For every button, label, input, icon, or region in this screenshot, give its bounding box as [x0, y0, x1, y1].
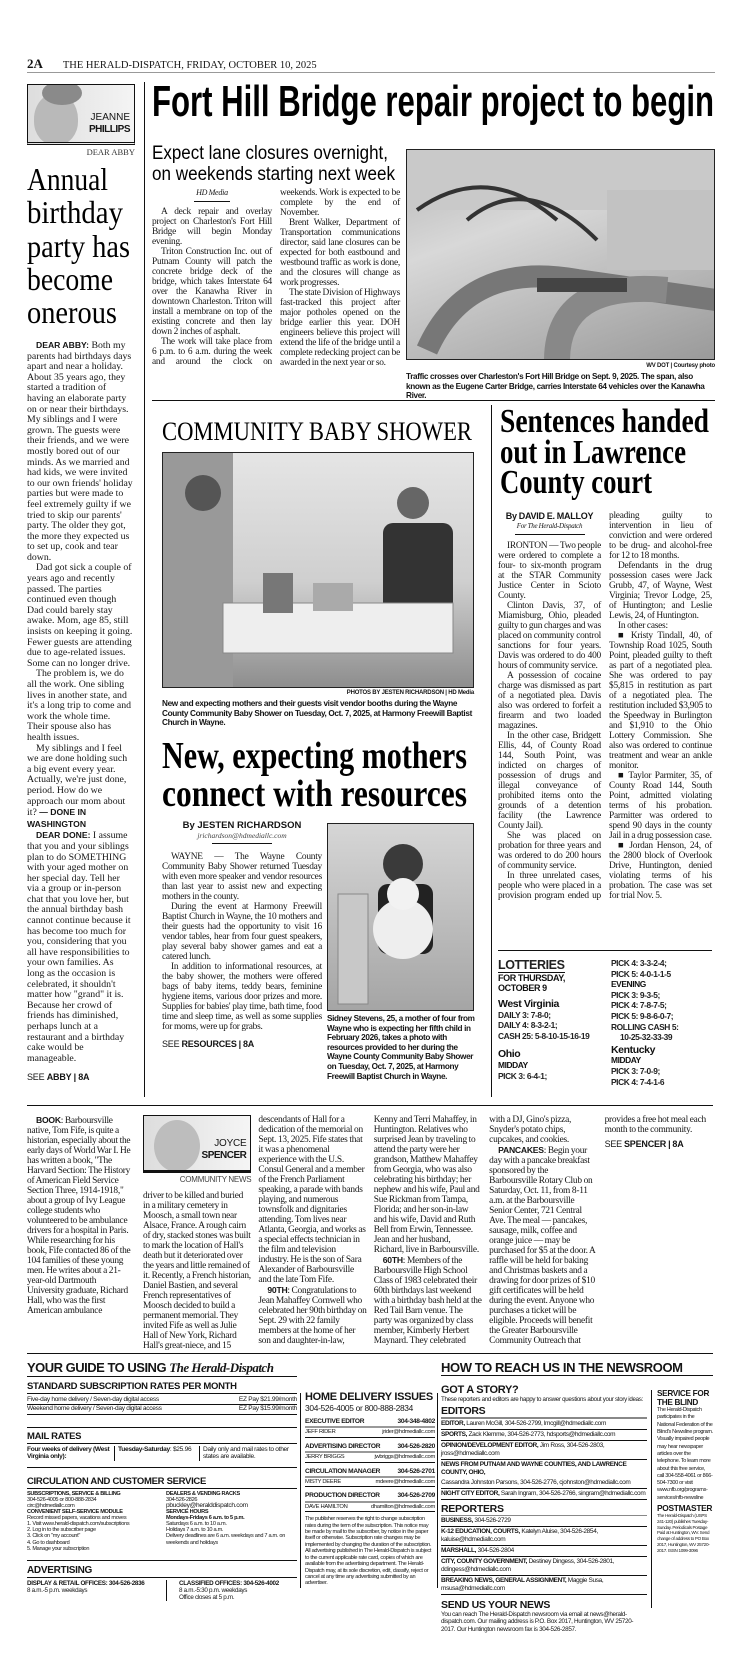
community-paragraph	[27, 1115, 135, 1316]
paragraph-text: I assume that you and your siblings plan to do SOMETHING with your aged mother on her special day. Tell her via a group or in-person chat that you love her, but the annual birthday bash cannot continue because it has become too much for you, considering that you all have responsibilities to your own families. As long as the occasion is celebrated, it shouldn't matter how "grand" it is. Because her crowd of friends has diminished, perhaps lunch at a restaurant and a birthday cake would be manageable.	[27, 830, 131, 1064]
lottery-draw: EVENING	[611, 979, 646, 990]
portrait-hair	[42, 84, 82, 105]
abby-headline-line: party has	[27, 228, 130, 264]
baby-paragraph: During the event at Harmony Freewill Baptist Church in Wayne, the 10 mothers and their guests had the opportunity to visit 16 vendor tables, hear from four guest speakers, play several baby shower games and eat a catered lunch.	[162, 902, 322, 962]
guide-title	[27, 1360, 297, 1377]
columnist-first-name: JEANNE	[90, 112, 130, 123]
reply-lead: DEAR DONE:	[36, 830, 91, 841]
module-line[interactable]: 1. Visit www.herald-dispatch.com/subscriptions	[27, 1521, 130, 1528]
reporter-contact[interactable]: Destiney Dingess, 304-526-2801, ddingess@hdmediallc.com	[441, 1558, 615, 1573]
court-body	[498, 511, 712, 901]
bridge-paragraph: The state Division of Highways fast-tracked this project after major potholes opened on the bridge earlier this year. DOH engineers believe this project will extend the life of the bridge until a complete redecking project can be awarded in the next year or so.	[280, 288, 400, 368]
court-paragraph: Clinton Davis, 37, of Miamisburg, Ohio, pleaded guilty to gun charges and was placed on community control sanctions for four years. Davis was ordered to do 400 hours of community service.	[498, 601, 601, 671]
reporter-row	[441, 1576, 647, 1595]
rate-price: EZ Pay $15.99/month	[238, 1405, 297, 1413]
delivery-phone: 304-526-4005 or 800-888-2834	[305, 1403, 414, 1413]
contact-phone: 304-348-4802	[397, 1418, 435, 1425]
baby-headline	[162, 736, 474, 816]
columnist-last-name: SPENCER	[201, 1150, 247, 1161]
lottery-state: Kentucky	[611, 1043, 656, 1056]
advertising-title: ADVERTISING	[27, 1565, 297, 1578]
lotteries-col-1	[498, 958, 603, 1081]
bridge-paragraph: A deck repair and overlay project on Charleston's Fort Hill Bridge will begin Monday evening.	[152, 207, 272, 247]
hours-title: SERVICE HOURS	[166, 1509, 209, 1516]
byline-author: By DAVID E. MALLOY	[505, 511, 594, 521]
see-label: SEE	[604, 1139, 622, 1149]
court-paragraph: She was placed on probation for three years and was ordered to do 200 hours of community service.	[498, 831, 601, 871]
abby-column	[27, 84, 135, 157]
mail-title: MAIL RATES	[27, 1427, 297, 1444]
byline	[498, 511, 601, 535]
court-paragraph: ■ Jordan Henson, 24, of the 2800 block of Overlook Drive, Huntington, denied violating terms of his probation. The case was set for trial Nov. 5.	[609, 841, 712, 901]
mail-price-value: : $25.96	[169, 1445, 192, 1453]
paragraph-text: My siblings and I feel we are done holding such a big event every year. Actually, we're just done, period. How do we approach our mom about it?	[27, 742, 128, 819]
subs-title: SUBSCRIPTIONS, SERVICE & BILLING	[27, 1490, 121, 1497]
court-paragraph: In other cases:	[618, 621, 668, 631]
kicker-text: COMMUNITY BABY SHOWER	[162, 417, 473, 446]
publisher-notice: The publisher reserves the right to change subscription rates during the term of the subscription. This notice may be made by mail to the subscriber, by notice in the paper itself or otherwise. Subscription rate changes may be implemented by changing the duration of the subscription.	[305, 1516, 432, 1548]
contact-name: MISTY DEERE	[305, 1479, 341, 1486]
classified-title: CLASSIFIED OFFICES: 304-526-4002	[179, 1579, 279, 1587]
abby-paragraph: Dad got sick a couple of years ago and recently passed. The parties continued even though Dad could barely stay awake. Mom, age 85, still insists on keeping it going. Fewer guests are attending due to age-related issues. Some can no longer drive.	[27, 562, 133, 669]
lottery-result: ROLLING CASH 5:	[611, 1021, 679, 1032]
editor-role: NIGHT CITY EDITOR,	[441, 1490, 500, 1497]
editor-role: OPINION/DEVELOPMENT EDITOR,	[441, 1442, 539, 1449]
baby-shower-photo	[162, 452, 474, 688]
court-paragraph: Defendants in the drug possession cases were Jack Grubb, 47, of Wayne, West Virginia; Trevor Lodge, 25, of Huntington; and Leslie Lewis, 24, of Huntington.	[609, 561, 712, 621]
subs-phone: 304-526-4005 or 800-888-2834	[27, 1496, 97, 1503]
contact-name: JEFF RIDER	[305, 1429, 336, 1436]
abby-jump-link[interactable]	[27, 1072, 133, 1082]
reporters-title: REPORTERS	[441, 1503, 647, 1516]
send-title: SEND US YOUR NEWS	[441, 1599, 551, 1611]
send-text: You can reach The Herald-Dispatch newsroom via email at news@herald-dispatch.com. Our mailing address is P.O. Box 2017, Huntington, WV 25720-2017. Our Huntington newsroom fax is 304-526-2857.	[441, 1611, 634, 1633]
contact	[305, 1443, 435, 1463]
masthead: THE HERALD-DISPATCH, FRIDAY, OCTOBER 10, 2025	[62, 60, 317, 71]
contact	[305, 1468, 435, 1488]
editor-contact[interactable]: Cassandra Johnston Parsons, 304-526-2776, cjohnston@hdmediallc.com	[441, 1479, 631, 1486]
lotteries-title: LOTTERIES	[498, 958, 565, 972]
module-line: Record missed papers, vacations and moves	[27, 1515, 127, 1522]
item-lead: PANCAKES	[498, 1145, 544, 1155]
lottery-state: West Virginia	[498, 998, 559, 1010]
module-line: 3. Click on "my account"	[27, 1533, 81, 1540]
subscriber-guide	[27, 1360, 297, 1601]
rate-row	[27, 1396, 297, 1405]
module-line: 5. Manage your subscription	[27, 1545, 90, 1552]
court-paragraph: In the other case, Bridgett Ellis, 44, of County Road 144, South Point, was indicted on charges of possession of drugs and illegal conveyance of prohibited items onto the grounds of a detention facility (the Lawrence County Jail).	[498, 731, 601, 831]
reporter-row	[441, 1527, 647, 1546]
headline-line: connect with resources	[162, 773, 467, 815]
byline-rule	[212, 843, 272, 844]
display-block	[27, 1580, 167, 1601]
got-a-story	[441, 1384, 647, 1633]
advertising-notice: All advertising published in The Herald-Dispatch is subject to the current applicable rate card, copies of which are available from the advertising department. The Herald-Dispatch may, at its sole discretion, edit, classify, reject or cancel at any time any advertising submitted by an advertiser.	[305, 1548, 432, 1587]
column-divider	[491, 405, 492, 1097]
byline-rule	[515, 534, 585, 535]
contact-name: JERRY BRIGGS	[305, 1454, 345, 1461]
page-header	[27, 55, 715, 73]
editor-row	[441, 1478, 647, 1489]
subhead-line: Expect lane closures overnight,	[152, 143, 388, 164]
lottery-result: PICK 3: 6-4-1;	[498, 1070, 547, 1081]
paragraph-text: : Barboursville native, Tom Fife, is quite a historian, especially about the early days of World War I. He has written a book, "The Harvard Section: The History of American Field Service Section Three, 1914-1918," about a group of Ivy League college students who volunteered to be ambulance drivers for a hospital in Paris. While researching for his book, Fife contacted 86 of the 104 families of these young men. He writes about a 21-year-old Dartmouth University graduate, Richard Hall, who was the first American ambulance	[27, 1116, 131, 1316]
contact-phone: 304-526-2709	[397, 1492, 435, 1500]
classified-line: Office closes at 5 p.m.	[179, 1593, 235, 1601]
contact-role: PRODUCTION DIRECTOR	[305, 1492, 380, 1500]
abby-headline-line: Annual	[27, 161, 109, 197]
lottery-result: 10-25-32-33-39	[620, 1032, 673, 1043]
headline-line: out in Lawrence	[500, 434, 686, 471]
column-divider	[300, 1393, 301, 1588]
section-divider	[27, 1105, 713, 1106]
columnist-photo	[143, 1115, 251, 1173]
jump-page: ABBY | 8A	[46, 1072, 90, 1083]
columnist-last-name: PHILLIPS	[88, 124, 130, 135]
dealers-block	[166, 1491, 297, 1552]
section-divider	[152, 400, 715, 401]
reporter-contact[interactable]: 304-526-2804	[476, 1547, 514, 1554]
paragraph-text: : Members of the Barboursville High School Class of 1983 celebrated their 60th birthdays last weekend with a birthday bash held at the Red Tail Barn venue. The party was organized by class member, Kimberly Herbert Maynard. They celebrated with a DJ, Gino's pizza, Snyder's potato chips, cupcakes, and cookies.	[373, 1115, 572, 1346]
community-paragraph: driver to be killed and buried in a military cemetery in Moosch, a small town near Alsace, France. A rough cairn of dry, stacked stones was built to mark the location of Hall's death but it deteriorated over the years and little remained of it. Recently, a French historian, Daniel Bastien, and several French representatives of Moosch decided to build a permanent memorial. They invited Fife as well as Julie Hall of New York, Richard Hall's great-niece, and 15 descendants of Hall for a dedication of the memorial on Sept. 13, 2025. Fife states that it was a phenomenal experience with the U.S. Consul General and a member of the French Parliament speaking, a parade with bands playing, and numerous townsfolk and dignitaries attending. Tom lives near Atlanta, Georgia, and works as a special effects technician in the film and television industry. He is the son of Sara Alexander of Barboursville and the late Tom Fife.	[143, 1115, 366, 1351]
lottery-result: PICK 3: 7-0-9;	[611, 1065, 660, 1076]
court-paragraph: IRONTON — Two people were ordered to complete a four- to six-month program at the STAR Community Justice Center in Scioto County.	[498, 541, 601, 601]
lottery-state: Ohio	[498, 1048, 521, 1061]
see-label: SEE	[27, 1072, 45, 1083]
section-divider	[27, 1353, 713, 1354]
abby-paragraph	[27, 340, 133, 563]
bridge-paragraph: Brent Walker, Department of Transportation communications director, said lane closures can be expected for both eastbound and westbound traffic as work is done, and the closures will change as work progresses.	[280, 218, 400, 288]
editor-contact[interactable]: Lauren McGill, 304-526-2799, lmcgill@hdmediallc.com	[464, 1420, 607, 1427]
court-headline	[500, 402, 715, 502]
column-divider	[651, 1390, 652, 1608]
byline-text: HD Media	[196, 188, 228, 197]
blind-title: SERVICE FOR THE BLIND	[657, 1389, 710, 1407]
reporter-role: MARSHALL,	[441, 1547, 477, 1554]
editor-role: NEWS FROM PUTNAM AND WAYNE COUNTIES, AND LAWRENCE COUNTY, OHIO,	[441, 1461, 627, 1476]
lottery-result: CASH 25: 5-8-10-15-16-19	[498, 1030, 590, 1041]
spencer-jump-link[interactable]	[605, 1139, 713, 1149]
hours-line: Saturdays 6 a.m. to 10 a.m.	[166, 1521, 227, 1528]
hours-line: Delivery deadlines are 6 a.m. weekdays and 7 a.m. on weekends and holidays	[166, 1533, 286, 1546]
contact-email[interactable]: dhamilton@hdmediallc.com	[370, 1503, 435, 1510]
editor-role: EDITOR,	[441, 1420, 465, 1427]
module-line: 4. Go to dashboard	[27, 1539, 70, 1546]
photo-credit: PHOTOS BY JESTEN RICHARDSON | HD Media	[346, 690, 474, 696]
abby-paragraph	[27, 744, 133, 831]
section-divider	[498, 950, 712, 951]
display-title: DISPLAY & RETAIL OFFICES: 304-526-2836	[27, 1579, 145, 1587]
jump-page: SPENCER | 8A	[624, 1139, 684, 1149]
advertising-cols	[27, 1580, 297, 1601]
headline-line: County court	[500, 464, 653, 501]
subscriptions-block	[27, 1491, 158, 1552]
contact-role: ADVERTISING DIRECTOR	[305, 1442, 381, 1450]
baby-paragraph: WAYNE — The Wayne County Community Baby Shower returned Tuesday with even more speaker and vendor resources than last year to assist new and expecting mothers in the county.	[162, 852, 322, 902]
photo-credit: WV DOT | Courtesy photo	[646, 363, 715, 369]
bridge-body	[152, 188, 400, 368]
portrait-face	[154, 1120, 200, 1172]
abby-paragraph: The problem is, we do all the work. One sibling lives in another state, and it's a long trip to come and work the whole time. Their spouse also has health issues.	[27, 668, 132, 743]
mail-label: Four weeks of delivery (West Virginia only):	[27, 1446, 115, 1461]
mother-photo	[327, 823, 474, 1011]
guide-title-text: YOUR GUIDE TO USING	[27, 1360, 167, 1375]
item-lead: 90TH	[267, 1285, 288, 1295]
dealers-phone: 304-526-2826	[166, 1496, 198, 1503]
bridge-paragraph: The work will take place from 6 p.m. to 6 a.m. during the week and around the clock on weekends. Work is expected to be complete by the end of November.	[152, 188, 400, 367]
contact-phone: 304-526-2701	[397, 1467, 435, 1475]
bridge-subhead	[152, 142, 397, 186]
abby-headline	[27, 160, 135, 335]
postmaster-text: The Herald-Dispatch (USPS 241-120) publishes Tuesday-Sunday. Periodicals Postage Paid at Huntington, WV. Send change of address to PO Box 2017, Huntington, WV 25720-2017. ISSN 1099-3096	[657, 1513, 710, 1553]
display-hours: 8 a.m.-5 p.m. weekdays	[27, 1586, 88, 1594]
abby-paragraph	[27, 830, 133, 1064]
newsroom-title: HOW TO REACH US IN THE NEWSROOM	[441, 1360, 713, 1376]
byline-author: By JESTEN RICHARDSON	[182, 820, 302, 831]
rate-row	[27, 1405, 297, 1414]
reporter-role: BUSINESS,	[441, 1517, 473, 1524]
reporter-row	[441, 1557, 647, 1576]
columnist-box	[143, 1115, 251, 1191]
subs-email: circ@hdmediallc.com	[27, 1503, 75, 1509]
abby-headline-line: become	[27, 261, 113, 297]
community-col-1	[27, 1115, 135, 1316]
item-lead: BOOK	[36, 1115, 61, 1125]
reporter-role: CITY, COUNTY GOVERNMENT,	[441, 1558, 528, 1565]
paragraph-text: : Begin your day with a pancake breakfast sponsored by the Barboursville Rotary Club on Saturday, Oct. 11, from 8-11 a.m. at the Barboursville Senior Center, 721 Central Ave. The meal — pancakes, sausage, milk, coffee and orange juice — may be purchased for $5 at the door. A raffle will be held for baking and Christmas baskets and a drawing for door prizes of $10 gift certificates will be held during the event. Anyone who purchases a ticket will be eligible. Proceeds will benefit the Greater Barboursville Community Outreach that provides a free hot meal each month to the community.	[489, 1115, 706, 1346]
rate-label: Five-day home delivery / Seven-day digital access	[27, 1396, 159, 1403]
lottery-result: PICK 4: 3-3-2-4;	[611, 958, 667, 968]
postmaster-title: POSTMASTER	[657, 1503, 713, 1514]
baby-kicker	[162, 414, 474, 446]
hours-line: Holidays 7 a.m. to 10 a.m.	[166, 1527, 224, 1534]
bridge-headline	[152, 80, 714, 132]
rate-price: EZ Pay $21.99/month	[238, 1396, 297, 1403]
contact-role: EXECUTIVE EDITOR	[305, 1418, 365, 1425]
hours-main: Mondays-Fridays 6 a.m. to 5 p.m.	[166, 1515, 245, 1522]
column-label: COMMUNITY NEWS	[179, 1175, 252, 1184]
byline-affiliation: For The Herald-Dispatch	[516, 522, 583, 530]
columnist-photo	[27, 84, 135, 145]
lottery-draw: MIDDAY	[611, 1055, 641, 1066]
court-paragraph: ■ Kristy Tindall, 40, of Township Road 1025, South Point, pleaded guilty to theft as part of a negotiated plea. She was ordered to pay $5,815 in restitution as part of a negotiated plea. The restitution included $3,905 to the Speedway in Burlington and $1,910 to the Ohio Lottery Commission. She also was ordered to continue treatment and wear an ankle monitor.	[609, 631, 712, 771]
byline	[152, 188, 272, 202]
photo-caption: Sidney Stevens, 25, a mother of four from Wayne who is expecting her fifth child in February 2026, takes a photo with resources provided to her during the Wayne County Community Baby Shower on Tuesday, Oct. 7, 2025, at Harmony Freewill Baptist Church in Wayne.	[327, 1014, 475, 1081]
lotteries-date: FOR THURSDAY, OCTOBER 9	[498, 973, 565, 993]
headline-text: Fort Hill Bridge repair project to begin	[152, 80, 714, 126]
editor-row	[441, 1460, 647, 1478]
contact-name: DAVE HAMILTON	[305, 1503, 348, 1510]
mail-rates-row	[27, 1446, 297, 1468]
see-label: SEE	[162, 1039, 180, 1049]
reporter-row	[441, 1546, 647, 1557]
headline-line: New, expecting mothers	[162, 736, 467, 777]
contact-email[interactable]: jrider@hdmediallc.com	[382, 1429, 435, 1436]
contact-role: CIRCULATION MANAGER	[305, 1467, 381, 1475]
lottery-result: PICK 4: 7-8-7-5;	[611, 1000, 667, 1011]
editor-row	[441, 1419, 647, 1430]
columnist-first-name: JOYCE	[214, 1138, 247, 1149]
vendor-booth-illustration	[163, 453, 474, 688]
contact-email[interactable]: jwbriggs@hdmediallc.com	[374, 1454, 435, 1461]
photo-caption: New and expecting mothers and their guests visit vendor booths during the Wayne County Community Baby Shower on Tuesday, Oct. 7, 2025, at Harmony Freewill Baptist Church in Wayne.	[162, 699, 472, 728]
paragraph-text: : Congratulations to Jean Mahaffey Cornwell who celebrated her 90th birthday on Sept. 29 with 22 family members at the home of her son and daughter-in-law, Kenny and Terri Mahaffey, in Huntington. Relatives who surprised Jean by traveling to attend the party were her grandson, Matthew Mahaffey from Georgia, who was also celebrating his birthday; her nephew and his wife, Paul and Sue Rickman from Tampa, Florida; and her son-in-law and his wife, David and Ruth Bell from Erwin, Tennessee. Jean and her husband, Richard, live in Barboursville.	[258, 1115, 480, 1346]
court-paragraph: In three unrelated cases, people who were placed in a provision program ended up pleading guilty to intervention in lieu of conviction and were ordered to be drug- and alcohol-free for 12 to 18 months.	[498, 511, 712, 901]
mail-note: Daily only and mail rates to other states are available.	[203, 1445, 289, 1461]
bridge-photo	[406, 149, 715, 360]
baby-body	[162, 852, 322, 1049]
baby-paragraph: In addition to informational resources, at the baby shower, the mothers were offered bags of baby items, teddy bears, feminine hygiene items, various door prizes and more. Supplies for babies' play time, bath time, food time and sleep time, as well as some supplies for moms, were up for grabs.	[162, 962, 322, 1032]
editor-role: SPORTS,	[441, 1431, 468, 1438]
letter-signoff: — DONE IN WASHINGTON	[27, 807, 87, 829]
headline-line: Sentences handed	[500, 403, 710, 440]
dealers-email[interactable]: pbuckley@heralddispatch.com	[166, 1502, 248, 1509]
mail-price	[115, 1446, 200, 1461]
editor-contact[interactable]: Jim Ross, 304-526-2803, jross@hdmediallc.com	[441, 1442, 605, 1457]
classified-line: 8 a.m.-5:30 p.m. weekdays	[179, 1586, 248, 1594]
reporter-row	[441, 1516, 647, 1527]
abby-headline-line: birthday	[27, 194, 123, 230]
editors-title: EDITORS	[441, 1405, 647, 1419]
lottery-draw: MIDDAY	[498, 1059, 528, 1070]
circulation-title: CIRCULATION AND CUSTOMER SERVICE	[27, 1476, 297, 1489]
column-divider	[437, 1393, 438, 1588]
circulation-cols	[27, 1491, 297, 1561]
rates-title: STANDARD SUBSCRIPTION RATES PER MONTH	[27, 1381, 297, 1394]
lottery-result: PICK 5: 9-8-6-0-7;	[611, 1010, 674, 1021]
community-flow	[143, 1115, 713, 1351]
court-paragraph: A possession of cocaine charge was dismissed as part of a negotiated plea. Davis also was ordered to forfeit a firearm and two loaded magazines.	[498, 671, 601, 731]
story-title: GOT A STORY?	[441, 1384, 519, 1396]
reporter-role: BREAKING NEWS, GENERAL ASSIGNMENT,	[441, 1577, 567, 1584]
module-title: CONVENIENT SELF-SERVICE MODULE	[27, 1509, 123, 1516]
abby-headline-line: onerous	[27, 294, 117, 330]
editor-row	[441, 1489, 647, 1500]
reporter-contact[interactable]: Katelyn Aluise, 304-526-2854, kaluise@hdmediallc.com	[441, 1528, 598, 1543]
reporter-contact[interactable]: Maggie Susa, msusa@hdmediallc.com	[441, 1577, 604, 1592]
mother-with-teddy-bear-illustration	[328, 824, 474, 1011]
community-paragraph	[489, 1115, 713, 1351]
lottery-result: DAILY 4: 8-3-2-1;	[498, 1020, 558, 1031]
classified-block	[167, 1580, 279, 1601]
baby-byline	[162, 820, 322, 844]
paragraph-text: Both my parents had birthdays days apart and near a holiday. About 35 years ago, they started a tradition of having an elaborate party on or near their birthdays. My siblings and I were grown. The guests were their friends, and we were mostly bored out of our minds. As we married and had kids, we were invited to our own friends' holiday parties but were made to feel extremely guilty if we tried to skip our parents' party. The older they got, the more they expected us to set up, cook and tear down.	[27, 340, 133, 563]
contact	[305, 1418, 435, 1438]
bridge-paragraph: Triton Construction Inc. out of Putnam County will patch the concrete bridge deck of the bridge, which takes Interstate 64 over the Kanawha River in downtown Charleston. Triton will install a membrane on top of the existing concrete and then lay down 2 inches of asphalt.	[152, 247, 272, 337]
baby-jump-link[interactable]	[162, 1039, 322, 1049]
subhead-line: on weekends starting next week	[152, 164, 396, 185]
editor-contact[interactable]: Zack Klemme, 304-526-2773, hdsports@hdmediallc.com	[467, 1431, 616, 1438]
bridge-illustration	[407, 150, 715, 360]
newsroom-box	[441, 1360, 713, 1376]
module-line: 2. Log in to the subscriber page	[27, 1527, 96, 1534]
dealers-title: DEALERS & VENDING RACKS	[166, 1490, 240, 1497]
lottery-result: PICK 5: 4-0-1-1-5	[611, 968, 671, 979]
home-delivery-box	[305, 1391, 435, 1587]
editor-row	[441, 1441, 647, 1460]
blind-text: The Herald-Dispatch participates in the National Federation of the Blind's Newsline program. Visually impaired people may hear newspaper articles over the telephone. To learn more about this free service, call 304-558-4061 or 866-504-7300 or visit www.nfb.org/programs-services/nfb-newsline	[657, 1407, 713, 1501]
story-subtitle: These reporters and editors are happy to answer questions about your story ideas:	[441, 1396, 644, 1403]
rate-label: Weekend home delivery / Seven-day digital access	[27, 1405, 162, 1413]
jump-page: RESOURCES | 8A	[181, 1039, 255, 1049]
column-label: DEAR ABBY	[86, 147, 135, 157]
mail-days: Tuesday-Saturday	[118, 1445, 170, 1453]
lottery-result: PICK 3: 9-3-5;	[611, 989, 660, 1000]
lottery-result: DAILY 3: 7-8-0;	[498, 1009, 551, 1020]
item-lead: 60TH	[382, 1255, 403, 1265]
page-number: 2A	[27, 56, 43, 71]
lottery-result: PICK 4: 7-4-1-6	[611, 1076, 665, 1087]
service-box	[657, 1390, 713, 1554]
delivery-title: HOME DELIVERY ISSUES	[305, 1391, 433, 1403]
letter-lead: DEAR ABBY:	[36, 340, 89, 350]
column-divider	[144, 82, 145, 1097]
contact-phone: 304-526-2820	[397, 1442, 435, 1450]
abby-body	[27, 340, 133, 1082]
contact-email[interactable]: mdeere@hdmediallc.com	[375, 1479, 435, 1486]
reporter-contact[interactable]: 304-526-2729	[472, 1517, 511, 1524]
editor-row	[441, 1430, 647, 1441]
lotteries-col-2	[611, 958, 713, 1087]
byline-email: jrichardson@hdmediallc.com	[197, 831, 287, 840]
court-paragraph: ■ Taylor Parmiter, 35, of County Road 144, South Point, admitted violating terms of his probation. Parmitter was ordered to spend 90 days in the county Jail in a drug possession case.	[609, 771, 712, 841]
contact	[305, 1492, 435, 1512]
editor-contact[interactable]: Sarah Ingram, 304-526-2766, singram@hdmediallc.com	[499, 1490, 646, 1497]
byline-rule	[194, 201, 230, 202]
reporter-role: K-12 EDUCATION, COURTS,	[441, 1528, 520, 1535]
brand-logo: The Herald-Dispatch	[169, 1360, 274, 1375]
photo-caption: Traffic crosses over Charleston's Fort Hill Bridge on Sept. 9, 2025. The span, also known as the Eugene Carter Bridge, carries Interstate 64 vehicles over the Kanawha River.	[406, 372, 705, 401]
